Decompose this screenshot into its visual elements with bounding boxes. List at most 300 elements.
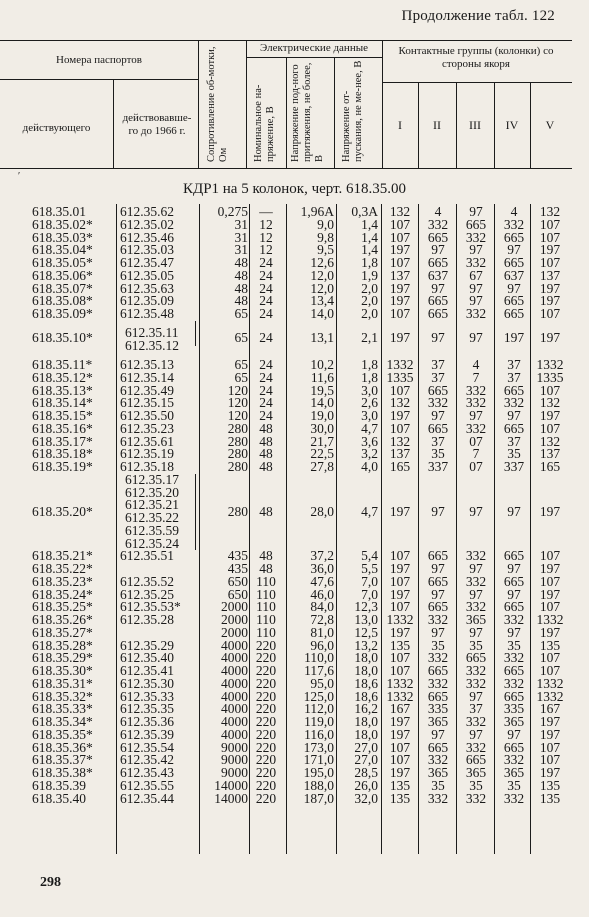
table-cell: 97: [431, 561, 445, 576]
table-cell: 665: [427, 382, 449, 398]
table-cell: 637: [503, 267, 525, 283]
table-cell: 125,0: [303, 688, 334, 704]
table-cell: 280: [227, 459, 248, 474]
table-cell: 197: [539, 408, 561, 423]
current-passport-header: действующего: [22, 122, 91, 134]
table-cell: 618.35.38*: [32, 765, 93, 780]
table-cell: 197: [389, 293, 411, 309]
header-vrule: [246, 40, 247, 168]
table-cell: 4000: [221, 675, 248, 691]
table-cell: 337: [427, 459, 449, 474]
table-cell: 107: [539, 650, 561, 666]
table-cell: 612.35.50: [120, 408, 174, 423]
table-cell: 220: [255, 777, 277, 793]
table-cell: 24: [259, 267, 273, 283]
table-cell: 48: [234, 267, 248, 283]
table-cell: 618.35.28*: [32, 637, 93, 653]
table-cell: 220: [255, 637, 277, 653]
table-cell: 4000: [221, 726, 248, 742]
table-cell: 97: [507, 586, 521, 602]
header-vrule: [334, 57, 335, 168]
table-cell: 107: [389, 306, 411, 321]
resistance-header: Сопротивление об-мотки, Ом: [206, 46, 229, 162]
table-cell: 167: [389, 701, 411, 717]
table-cell: 618.35.15*: [32, 408, 93, 423]
table-cell: 97: [507, 561, 521, 576]
header-vrule: [382, 40, 383, 168]
table-cell: 612.35.54: [120, 739, 174, 755]
table-cell: 14000: [214, 777, 248, 793]
table-cell: 197: [389, 408, 411, 423]
table-cell: 12: [259, 229, 273, 245]
table-cell: 95,0: [310, 675, 334, 691]
table-cell: 97: [469, 503, 483, 519]
table-cell: 110,0: [304, 650, 334, 666]
table-cell: 97: [507, 726, 521, 742]
table-cell: 220: [255, 790, 277, 806]
table-cell: 107: [539, 382, 561, 398]
table-cell: 2,6: [361, 395, 378, 411]
table-cell: 197: [539, 726, 561, 742]
table-cell: 119,0: [304, 714, 334, 729]
table-cell: 332: [465, 420, 487, 436]
table-cell: 665: [503, 293, 525, 309]
table-cell: 618.35.03*: [32, 229, 93, 245]
table-cell: 4000: [221, 637, 248, 653]
table-cell: 32,0: [354, 790, 378, 806]
table-cell: 46,0: [310, 586, 334, 602]
table-cell: 332: [427, 650, 449, 666]
table-cell: 612.35.42: [120, 752, 174, 768]
table-cell: 97: [469, 586, 483, 602]
table-cell: 197: [539, 280, 561, 296]
table-cell: 197: [389, 561, 411, 576]
passports-header: Номера паспортов: [56, 54, 142, 66]
table-cell: 1332: [386, 688, 414, 704]
table-cell: 365: [465, 612, 487, 627]
table-cell: 48: [259, 420, 273, 436]
table-cell: 18,0: [354, 650, 378, 666]
table-cell: 107: [539, 752, 561, 768]
release-voltage-header: Напряжение от-пускания, не ме-нее, В: [341, 60, 364, 162]
table-cell: 1335: [386, 369, 414, 385]
table-cell: 24: [259, 330, 273, 346]
table-cell: 332: [465, 663, 487, 678]
table-cell: 612.35.39: [120, 726, 174, 742]
table-cell: 97: [431, 624, 445, 640]
table-cell: 332: [465, 790, 487, 806]
table-row: [0, 790, 589, 806]
table-cell: 97: [469, 726, 483, 742]
table-cell: 35: [469, 637, 483, 653]
table-cell: 665: [503, 548, 525, 564]
table-cell: 37: [507, 369, 521, 385]
table-cell: 65: [234, 306, 248, 321]
table-cell: 197: [539, 624, 561, 640]
electric-header: Электрические данные: [260, 42, 368, 54]
table-cell: 435: [227, 561, 248, 576]
table-cell: 665: [427, 548, 449, 564]
table-cell: 35: [431, 637, 445, 653]
table-cell: 137: [389, 446, 411, 462]
table-cell: 665: [465, 752, 487, 768]
table-cell: 117,6: [304, 663, 334, 678]
table-cell: 618.35.09*: [32, 306, 93, 321]
table-cell: 612.35.44: [120, 790, 174, 806]
table-cell: 612.35.53*: [120, 599, 181, 615]
table-cell: 13,0: [354, 612, 378, 627]
table-cell: 107: [389, 663, 411, 678]
table-cell: 135: [539, 777, 561, 793]
table-cell: 4000: [221, 714, 248, 729]
table-cell: 35: [431, 777, 445, 793]
table-cell: 4,0: [361, 459, 378, 474]
table-cell: 612.35.30: [120, 675, 174, 691]
table-cell: 1,4: [361, 216, 378, 232]
table-cell: 4000: [221, 663, 248, 678]
table-cell: 332: [465, 548, 487, 564]
table-cell: 1332: [536, 675, 564, 691]
table-row: [0, 369, 589, 385]
table-cell: 220: [255, 650, 277, 666]
table-cell: 110: [256, 612, 276, 627]
table-cell: 97: [431, 503, 445, 519]
prior-number-line: 612.35.12: [125, 337, 179, 353]
table-cell: 36,0: [310, 561, 334, 576]
table-cell: 332: [465, 382, 487, 398]
table-row: [0, 216, 589, 232]
table-cell: 665: [503, 382, 525, 398]
table-cell: 97: [507, 242, 521, 258]
table-cell: 612.35.25: [120, 586, 174, 602]
table-cell: 612.35.33: [120, 688, 174, 704]
table-cell: 14,0: [310, 306, 334, 321]
table-cell: 24: [259, 280, 273, 296]
table-cell: 11,6: [310, 369, 334, 385]
table-cell: 35: [507, 777, 521, 793]
table-row: [0, 461, 589, 473]
table-cell: 10,2: [310, 357, 334, 372]
table-cell: 31: [234, 229, 248, 245]
table-cell: 197: [389, 330, 411, 346]
table-cell: 24: [259, 357, 273, 372]
table-cell: 197: [539, 293, 561, 309]
table-cell: 120: [227, 408, 248, 423]
table-cell: 24: [259, 395, 273, 411]
table-cell: 97: [469, 561, 483, 576]
table-cell: 26,0: [354, 777, 378, 793]
table-cell: 612.35.61: [120, 433, 174, 449]
table-cell: 24: [259, 382, 273, 398]
table-cell: 27,0: [354, 752, 378, 768]
table-cell: 107: [539, 599, 561, 615]
table-cell: 665: [465, 650, 487, 666]
table-cell: 0,275: [217, 204, 248, 219]
passports-subrule: [0, 79, 198, 80]
table-cell: 2,0: [361, 306, 378, 321]
table-cell: 9,8: [317, 229, 334, 245]
table-cell: 65: [234, 369, 248, 385]
table-cell: 97: [431, 242, 445, 258]
table-cell: 332: [503, 790, 525, 806]
table-cell: 618.35.01: [32, 204, 86, 219]
table-cell: 612.35.43: [120, 765, 174, 780]
table-cell: 107: [389, 216, 411, 232]
table-cell: 197: [539, 503, 561, 519]
prior-number-line: 612.35.22: [125, 510, 179, 525]
table-cell: 220: [255, 688, 277, 704]
table-cell: 332: [427, 395, 449, 411]
table-cell: 332: [465, 229, 487, 245]
table-cell: 135: [389, 637, 411, 653]
table-cell: 618.35.14*: [32, 395, 93, 411]
table-cell: 612.35.29: [120, 637, 174, 653]
table-cell: 97: [469, 330, 483, 346]
table-cell: 197: [389, 586, 411, 602]
contact-col-ii: II: [433, 118, 441, 132]
table-cell: 107: [389, 739, 411, 755]
table-cell: 618.35.34*: [32, 714, 93, 729]
table-cell: 135: [539, 790, 561, 806]
table-cell: 28,5: [354, 765, 378, 780]
table-cell: 97: [507, 503, 521, 519]
table-cell: 332: [427, 675, 449, 691]
table-cell: 618.35.23*: [32, 573, 93, 589]
table-cell: 665: [427, 420, 449, 436]
table-cell: 110: [256, 586, 276, 602]
table-cell: 618.35.13*: [32, 382, 93, 398]
table-cell: 97: [431, 330, 445, 346]
table-cell: 332: [503, 675, 525, 691]
table-cell: 13,2: [354, 637, 378, 653]
table-cell: 137: [389, 267, 411, 283]
table-cell: 618.35.31*: [32, 675, 93, 691]
contact-col-iv: IV: [505, 118, 519, 132]
table-cell: 618.35.19*: [32, 459, 93, 474]
table-cell: 107: [539, 255, 561, 270]
table-cell: 612.35.47: [120, 255, 174, 270]
table-cell: 665: [427, 739, 449, 755]
table-cell: 97: [507, 280, 521, 296]
table-cell: 1335: [536, 369, 564, 385]
table-cell: 618.35.24*: [32, 586, 93, 602]
prior-number-line: 612.35.20: [125, 484, 179, 500]
table-cell: 48: [259, 503, 273, 519]
table-cell: 612.35.18: [120, 459, 174, 474]
table-cell: 618.35.36*: [32, 739, 93, 755]
table-cell: 618.35.04*: [32, 242, 93, 258]
table-cell: 618.35.21*: [32, 548, 93, 564]
table-cell: 1,9: [361, 267, 378, 283]
table-cell: 618.35.32*: [32, 688, 93, 704]
table-cell: 107: [389, 229, 411, 245]
prior-number-line: 612.35.21: [125, 497, 179, 513]
table-cell: 365: [465, 765, 487, 780]
table-cell: 612.35.62: [120, 204, 174, 219]
table-cell: 13,1: [310, 330, 334, 346]
table-cell: 1332: [536, 357, 564, 372]
table-cell: 96,0: [310, 637, 334, 653]
table-cell: 197: [539, 330, 561, 346]
table-cell: 220: [255, 726, 277, 742]
margin-mark: ′: [18, 171, 21, 182]
table-cell: 116,0: [304, 726, 334, 742]
table-cell: 2,1: [361, 330, 378, 346]
table-cell: 107: [539, 216, 561, 232]
table-cell: 332: [465, 675, 487, 691]
table-cell: 197: [389, 280, 411, 296]
table-cell: 618.35.10*: [32, 330, 93, 346]
table-cell: 37: [507, 433, 521, 449]
table-cell: 107: [389, 752, 411, 768]
table-cell: 612.35.51: [120, 548, 174, 564]
table-cell: 9,5: [317, 242, 334, 258]
table-cell: 27,8: [310, 459, 334, 474]
table-cell: 27,0: [354, 739, 378, 755]
table-cell: 1,96А: [300, 204, 334, 219]
table-cell: 332: [427, 790, 449, 806]
table-cell: 2,0: [361, 280, 378, 296]
table-cell: 1332: [536, 612, 564, 627]
table-cell: 618.35.29*: [32, 650, 93, 666]
table-cell: 14000: [214, 790, 248, 806]
table-cell: 3,2: [361, 446, 378, 462]
table-cell: 612.35.35: [120, 701, 174, 717]
table-cell: 332: [465, 599, 487, 615]
table-cell: 612.35.03: [120, 242, 174, 258]
table-row: [0, 767, 589, 779]
table-cell: 618.35.05*: [32, 255, 93, 270]
header-vrule: [113, 79, 114, 168]
table-cell: 612.35.23: [120, 420, 174, 436]
page-number: 298: [40, 875, 61, 890]
table-cell: 618.35.11*: [32, 357, 93, 372]
table-cell: 1,4: [361, 229, 378, 245]
table-cell: 107: [539, 229, 561, 245]
table-cell: 612.35.48: [120, 306, 174, 321]
table-row: [0, 726, 589, 742]
table-cell: 665: [503, 229, 525, 245]
table-cell: 81,0: [310, 624, 334, 640]
table-cell: 4,7: [361, 503, 378, 519]
table-cell: 618.35.37*: [32, 752, 93, 768]
table-cell: 37: [469, 701, 483, 717]
table-cell: 97: [469, 688, 483, 704]
grouping-brace: [192, 474, 196, 551]
table-cell: 12,3: [354, 599, 378, 615]
table-cell: 197: [539, 586, 561, 602]
table-cell: 197: [389, 765, 411, 780]
table-cell: 665: [503, 599, 525, 615]
table-cell: 220: [255, 739, 277, 755]
table-cell: 637: [427, 267, 449, 283]
table-cell: 665: [427, 688, 449, 704]
table-cell: 35: [507, 446, 521, 462]
table-cell: 2000: [221, 599, 248, 615]
table-cell: 618.35.22*: [32, 561, 93, 576]
table-row: [0, 332, 589, 344]
table-cell: 612.35.63: [120, 280, 174, 296]
table-cell: 188,0: [303, 777, 334, 793]
section-title: КДР1 на 5 колонок, черт. 618.35.00: [182, 181, 407, 197]
table-cell: 365: [503, 765, 525, 780]
table-cell: 21,7: [310, 433, 334, 449]
table-cell: 48: [259, 548, 273, 564]
table-cell: 4000: [221, 650, 248, 666]
table-cell: 107: [389, 548, 411, 564]
table-cell: 18,0: [354, 726, 378, 742]
table-cell: 24: [259, 408, 273, 423]
prior-number-line: 612.35.59: [125, 522, 179, 538]
table-cell: 665: [427, 293, 449, 309]
table-cell: 37: [431, 369, 445, 385]
table-cell: 665: [427, 663, 449, 678]
table-cell: 35: [469, 777, 483, 793]
table-cell: 97: [431, 726, 445, 742]
table-cell: 173,0: [303, 739, 334, 755]
table-cell: 332: [427, 752, 449, 768]
table-row: [0, 267, 589, 283]
table-cell: 618.35.26*: [32, 612, 93, 627]
table-cell: 612.35.13: [120, 357, 174, 372]
table-cell: 97: [469, 624, 483, 640]
table-row: [0, 420, 589, 436]
table-cell: 612.35.46: [120, 229, 174, 245]
table-cell: 135: [389, 777, 411, 793]
table-cell: 31: [234, 216, 248, 232]
table-cell: 197: [389, 624, 411, 640]
table-cell: 665: [427, 229, 449, 245]
table-cell: 187,0: [303, 790, 334, 806]
table-cell: 110: [256, 573, 276, 589]
table-cell: 47,6: [310, 573, 334, 589]
table-cell: 97: [469, 280, 483, 296]
table-cell: 618.35.17*: [32, 433, 93, 449]
table-cell: 132: [539, 395, 561, 411]
grouping-brace: [192, 321, 196, 347]
table-cell: 332: [503, 650, 525, 666]
table-cell: 1332: [386, 357, 414, 372]
table-cell: 9,0: [317, 216, 334, 232]
table-cell: 1,8: [361, 357, 378, 372]
table-cell: 220: [255, 765, 277, 780]
table-cell: 9000: [221, 739, 248, 755]
table-cell: 135: [389, 790, 411, 806]
table-cell: 365: [427, 714, 449, 729]
table-cell: 1332: [386, 612, 414, 627]
prior-passport-header: действовавше-го до 1966 г.: [122, 112, 192, 137]
table-cell: 612.35.40: [120, 650, 174, 666]
table-cell: 280: [227, 420, 248, 436]
prior-number-line: 612.35.17: [125, 471, 179, 487]
table-cell: 18,0: [354, 663, 378, 678]
table-cell: 197: [389, 714, 411, 729]
table-cell: 220: [255, 663, 277, 678]
table-cell: 1332: [536, 688, 564, 704]
table-cell: 280: [227, 433, 248, 449]
table-cell: 97: [469, 242, 483, 258]
table-cell: 332: [503, 752, 525, 768]
table-cell: 18,6: [354, 675, 378, 691]
table-cell: 612.35.41: [120, 663, 174, 678]
table-cell: 197: [389, 503, 411, 519]
table-cell: 37: [431, 433, 445, 449]
table-cell: 650: [227, 573, 248, 589]
table-cell: 24: [259, 306, 273, 321]
electric-subrule: [246, 57, 382, 58]
table-cell: 618.35.12*: [32, 369, 93, 385]
table-cell: 97: [469, 408, 483, 423]
